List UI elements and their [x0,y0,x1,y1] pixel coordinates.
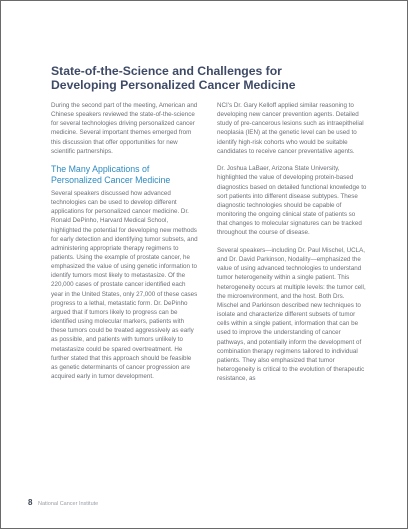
page-number: 8 [28,498,33,507]
publisher-name: National Cancer Institute [37,501,99,507]
intro-paragraph: During the second part of the meeting, American and Chinese speakers reviewed the state-of-the-science for several technologies driving personalized cancer medicine. Several important themes emerged from this discussion that offer opportunities for new scientific partnerships. [51,102,198,155]
page-title [51,64,371,92]
page-footer [28,499,98,508]
right-column [217,101,367,392]
left-column [51,101,199,390]
body-paragraph: NCI's Dr. Gary Kelloff applied similar reasoning to developing new cancer prevention agents. Detailed study of pre-cancerous lesions such as intraepithelial neoplasia (IEN) at the genetic level can be used to identify high-risk cohorts who would be suitable candidates to receive cancer preventative agents. [217,102,364,155]
title-line-2: Developing Personalized Cancer Medicine [51,78,296,92]
body-paragraph: Several speakers discussed how advanced technologies can be used to develop different applications for personalized cancer medicine. Dr. Ronald DePinho, Harvard Medical School, highlighted the potential for developing new methods for early detection and identifying tumor subsets, and administering appropriate therapy regimens to patients. Using the example of prostate cancer, he emphasized the value of using genetic information to identify tumors most likely to metastasize. Of the 220,000 cases of prostate cancer identified each year in the United States, only 27,000 of these cases progress to a lethal, metastatic form. Dr. DePinho argued that if tumors likely to progress can be identified using molecular markers, patients with these tumors could be treated aggressively as early as possible, and patients with tumors unlikely to metastasize could be spared overtreatment. He further stated that this approach should be feasible as genetic determinants of cancer progression are acquired early in tumor development. [51,189,198,381]
subheading-line-2: Personalized Cancer Medicine [51,175,171,186]
title-line-1: State-of-the-Science and Challenges for [51,64,282,78]
body-paragraph: Several speakers—including Dr. Paul Mischel, UCLA, and Dr. David Parkinson, Nodality—emphasized the value of using advanced technologies to understand tumor heterogeneity within a single patient. This heterogeneity occurs at multiple levels: the tumor cell, the microenvironment, and the host. Both Drs. Mischel and Parkinson described new techniques to isolate and characterize different subsets of tumor cells within a single patient, information that can be used to improve the understanding of cancer pathways, and potentially inform the development of combination therapy regimens tailored to individual patients. They also emphasized that tumor heterogeneity is critical to the evolution of therapeutic resistance, as [217,246,366,383]
body-paragraph: Dr. Joshua LaBaer, Arizona State University, highlighted the value of developing protein-based diagnostics based on detailed functional knowledge to sort patients into different disease subtypes. These diagnostic technologies should be capable of monitoring the ongoing clinical state of patients so that changes to molecular signatures can be tracked throughout the course of disease. [217,165,367,237]
section-subheading [51,164,199,186]
subheading-line-1: The Many Applications of [51,164,150,175]
